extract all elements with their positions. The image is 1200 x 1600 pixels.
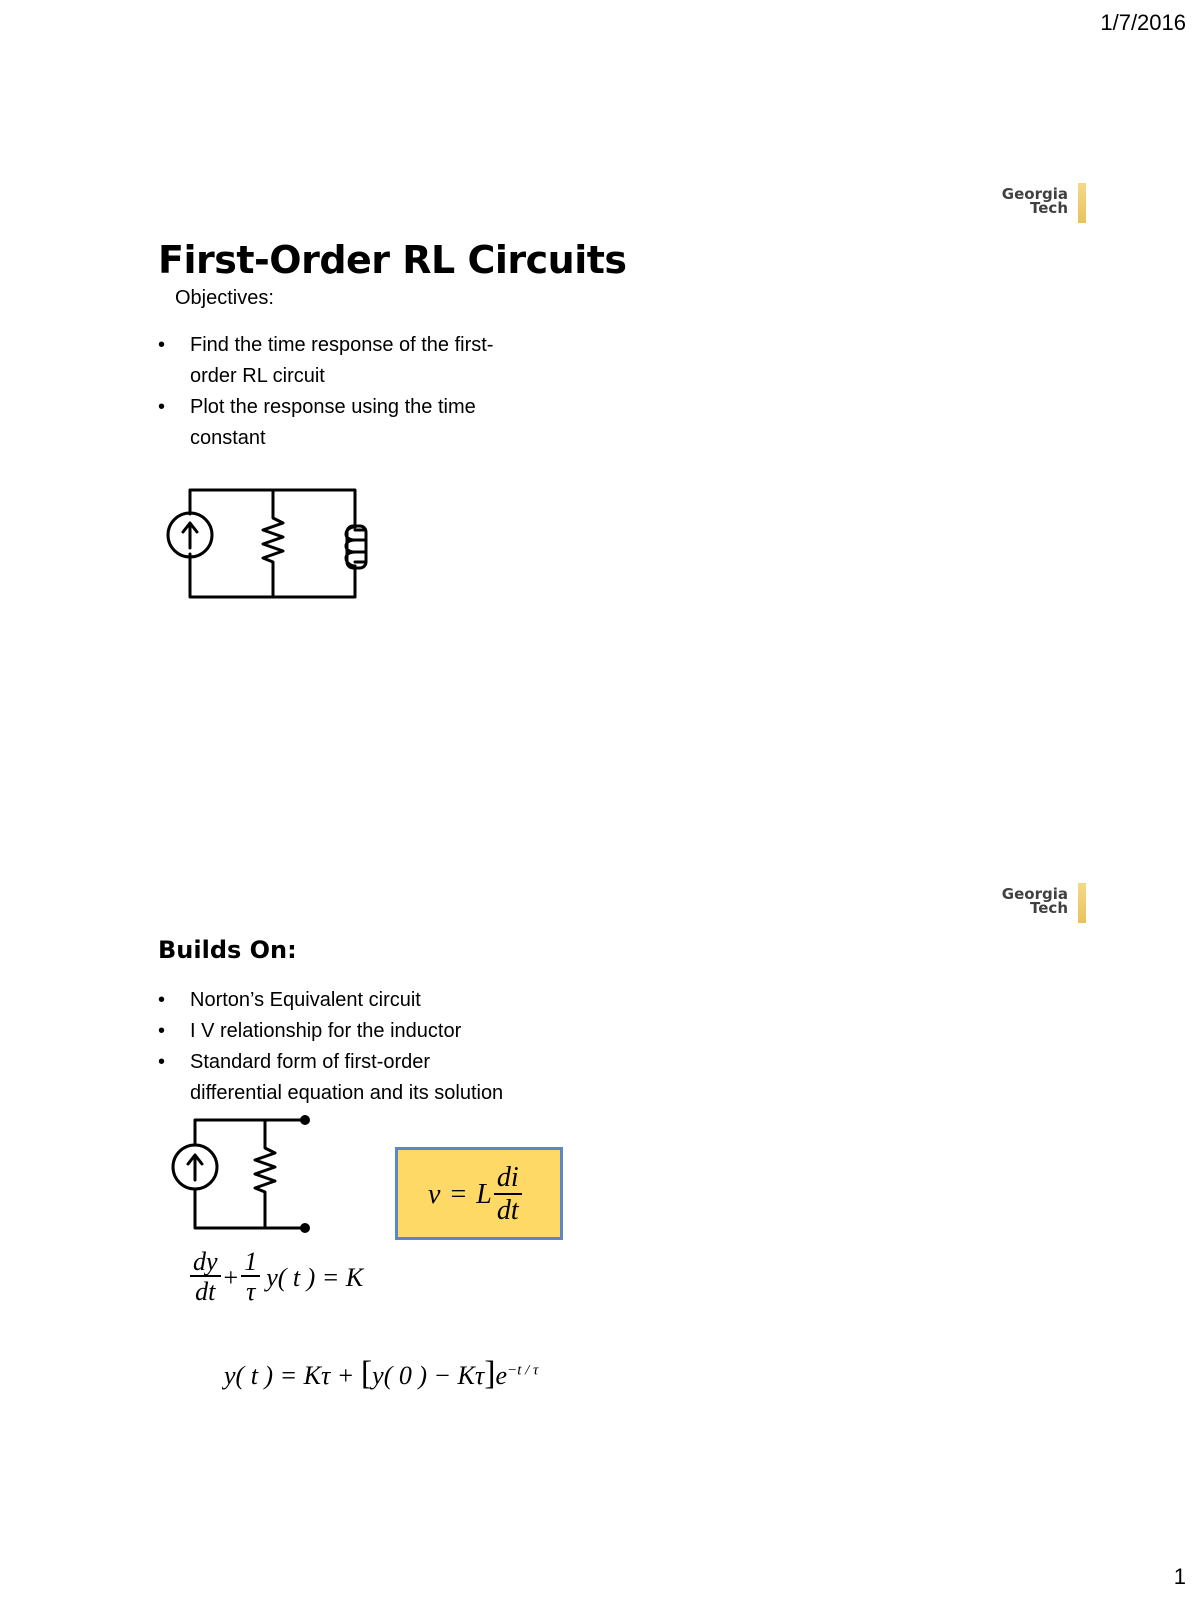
logo-line1: Georgia [1001,185,1068,203]
logo-line2: Tech [1030,899,1068,917]
solution-bracket-open: [ [360,1355,373,1392]
circuit-wire-bottom [195,1190,305,1228]
equation-numerator: dy [190,1248,221,1277]
slide-title: First-Order RL Circuits [158,238,627,282]
formula-equals: = [450,1179,467,1210]
formula-lhs: v [428,1179,441,1210]
equation-denominator: dt [195,1277,216,1307]
list-item-text: • Find the time response of the first- [190,334,494,356]
formula-coef: L [476,1179,492,1210]
resistor-icon [255,1120,275,1228]
slide-subtitle: Objectives: [175,287,274,309]
terminal-dot [300,1223,310,1233]
page-number: 1 [1173,1564,1186,1589]
logo-tower-icon [1078,183,1086,223]
list-item [158,1016,503,1047]
builds-on-list [158,985,503,1109]
slide-1 [0,0,1200,700]
list-item [158,392,493,454]
equation-numerator: 1 [241,1248,260,1277]
arrow-up-icon [188,1155,202,1180]
list-item-text: order RL circuit [190,365,325,387]
logo-line1: Georgia [1001,885,1068,903]
list-item [158,985,503,1016]
arrow-up-icon [183,523,197,548]
list-item-text: • Norton’s Equivalent circuit [190,989,421,1011]
list-item [158,330,493,392]
formula-denominator: dt [496,1194,519,1226]
slide-heading: Builds On: [158,936,297,964]
solution-exp-base: e [495,1361,508,1390]
terminal-dot [300,1115,310,1125]
inductor-formula-box [395,1147,563,1240]
georgia-tech-logo [990,883,1090,927]
solution-left: y( t ) = Kτ + [224,1361,361,1390]
equation-fraction [241,1248,260,1307]
solution-exponent: −t / τ [507,1362,539,1379]
georgia-tech-logo [990,183,1090,227]
logo-line2: Tech [1030,199,1068,217]
objectives-list [158,330,493,454]
formula-fraction [494,1163,522,1227]
slide-2 [0,700,1200,1450]
resistor-icon [263,490,283,597]
list-item-text: • Plot the response using the time [190,396,476,418]
equation-fraction [190,1248,221,1307]
list-item-text: • I V relationship for the inductor [190,1020,462,1042]
date-label: 1/7/2016 [1100,10,1186,35]
norton-circuit-diagram [165,1110,315,1240]
formula-numerator: di [494,1163,522,1194]
rl-circuit-diagram [160,480,390,615]
list-item-text: • Standard form of first-order [190,1051,431,1073]
logo-tower-icon [1078,883,1086,923]
equation-plus: + [223,1262,239,1292]
first-order-equation [190,1248,363,1307]
equation-rest: y( t ) = K [266,1262,364,1292]
circuit-wire-top [195,1120,305,1145]
list-item [158,1047,503,1109]
equation-denominator: τ [246,1277,256,1307]
solution-inner: y( 0 ) − Kτ [372,1361,485,1390]
list-item-text: constant [190,427,266,449]
solution-equation [198,1325,538,1423]
list-item-text: differential equation and its solution [190,1082,504,1104]
solution-bracket-close: ] [484,1355,496,1392]
